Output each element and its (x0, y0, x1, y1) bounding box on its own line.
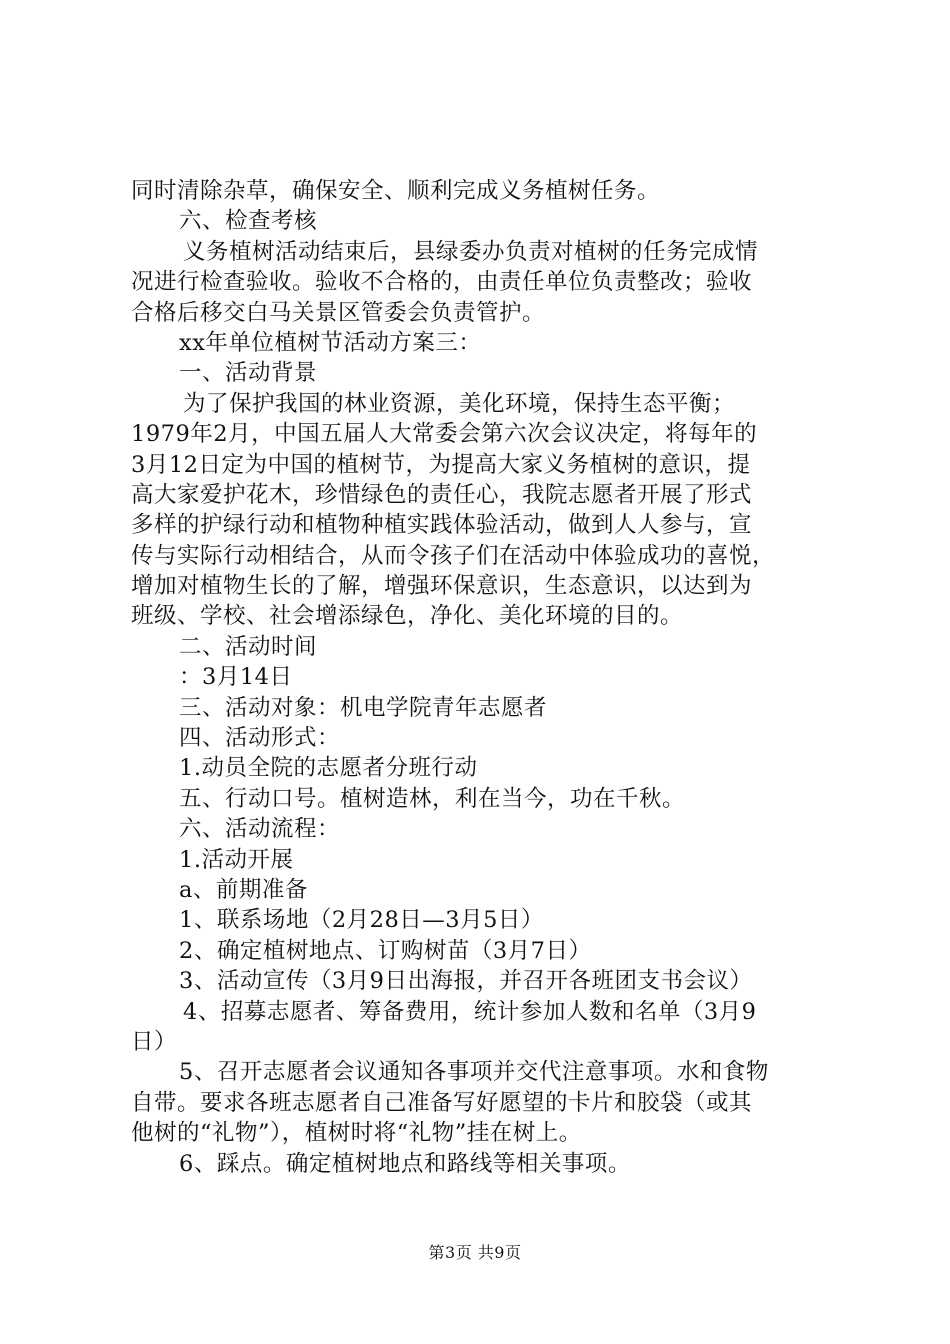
text-line: 一、活动背景 (179, 360, 318, 387)
text-line: a、前期准备 (179, 876, 308, 903)
text-line: 1979年2月，中国五届人大常委会第六次会议决定，将每年的 (131, 421, 758, 448)
text-line: 义务植树活动结束后，县绿委办负责对植树的任务完成情 (183, 238, 759, 265)
text-line: 1.活动开展 (179, 846, 294, 873)
text-line: 1.动员全院的志愿者分班行动 (179, 755, 478, 782)
text-line: 三、活动对象：机电学院青年志愿者 (179, 694, 548, 721)
text-line: 5、召开志愿者会议通知各事项并交代注意事项。水和食物 (179, 1059, 769, 1086)
text-line: 为了保护我国的林业资源，美化环境，保持生态平衡； (183, 390, 736, 417)
text-line: 六、检查考核 (179, 208, 318, 235)
document-body (131, 176, 831, 1179)
text-line: 六、活动流程： (179, 816, 341, 843)
text-line: 自带。要求各班志愿者自己准备写好愿望的卡片和胶袋（或其 (131, 1089, 753, 1116)
text-line: 日） (131, 1028, 178, 1055)
text-line: 同时清除杂草，确保安全、顺利完成义务植树任务。 (131, 178, 661, 204)
text-line: 他树的“礼物”），植树时将“礼物”挂在树上。 (131, 1120, 582, 1147)
text-line: 五、行动口号。植树造林，利在当今，功在千秋。 (179, 785, 686, 812)
text-line: 6、踩点。确定植树地点和路线等相关事项。 (179, 1150, 631, 1177)
text-line: 况进行检查验收。验收不合格的，由责任单位负责整改；验收 (131, 269, 753, 296)
text-line: 2、确定植树地点、订购树苗（3月7日） (179, 937, 592, 964)
text-line: xx年单位植树节活动方案三： (179, 329, 482, 356)
text-line: 班级、学校、社会增添绿色，净化、美化环境的目的。 (131, 603, 684, 630)
text-line: 高大家爱护花木，珍惜绿色的责任心，我院志愿者开展了形式 (131, 481, 753, 508)
text-line: 3月12日定为中国的植树节，为提高大家义务植树的意识，提 (131, 451, 751, 478)
text-line: 4、招募志愿者、筹备费用，统计参加人数和名单（3月9 (183, 998, 757, 1025)
text-line: 四、活动形式： (179, 725, 341, 752)
text-line: 3、活动宣传（3月9日出海报，并召开各班团支书会议） (179, 968, 753, 995)
text-line: 多样的护绿行动和植物种植实践体验活动，做到人人参与，宣 (131, 512, 753, 539)
page-footer: 第3页 共9页 (428, 1243, 522, 1262)
text-line: 1、联系场地（2月28日—3月5日） (179, 907, 544, 934)
text-line: ：3月14日 (179, 664, 293, 691)
text-line: 合格后移交白马关景区管委会负责管护。 (131, 299, 546, 326)
text-line: 增加对植物生长的了解，增强环保意识，生态意识，以达到为 (131, 573, 753, 600)
text-line: 二、活动时间 (179, 633, 318, 660)
text-line: 传与实际行动相结合，从而令孩子们在活动中体验成功的喜悦， (131, 542, 776, 569)
